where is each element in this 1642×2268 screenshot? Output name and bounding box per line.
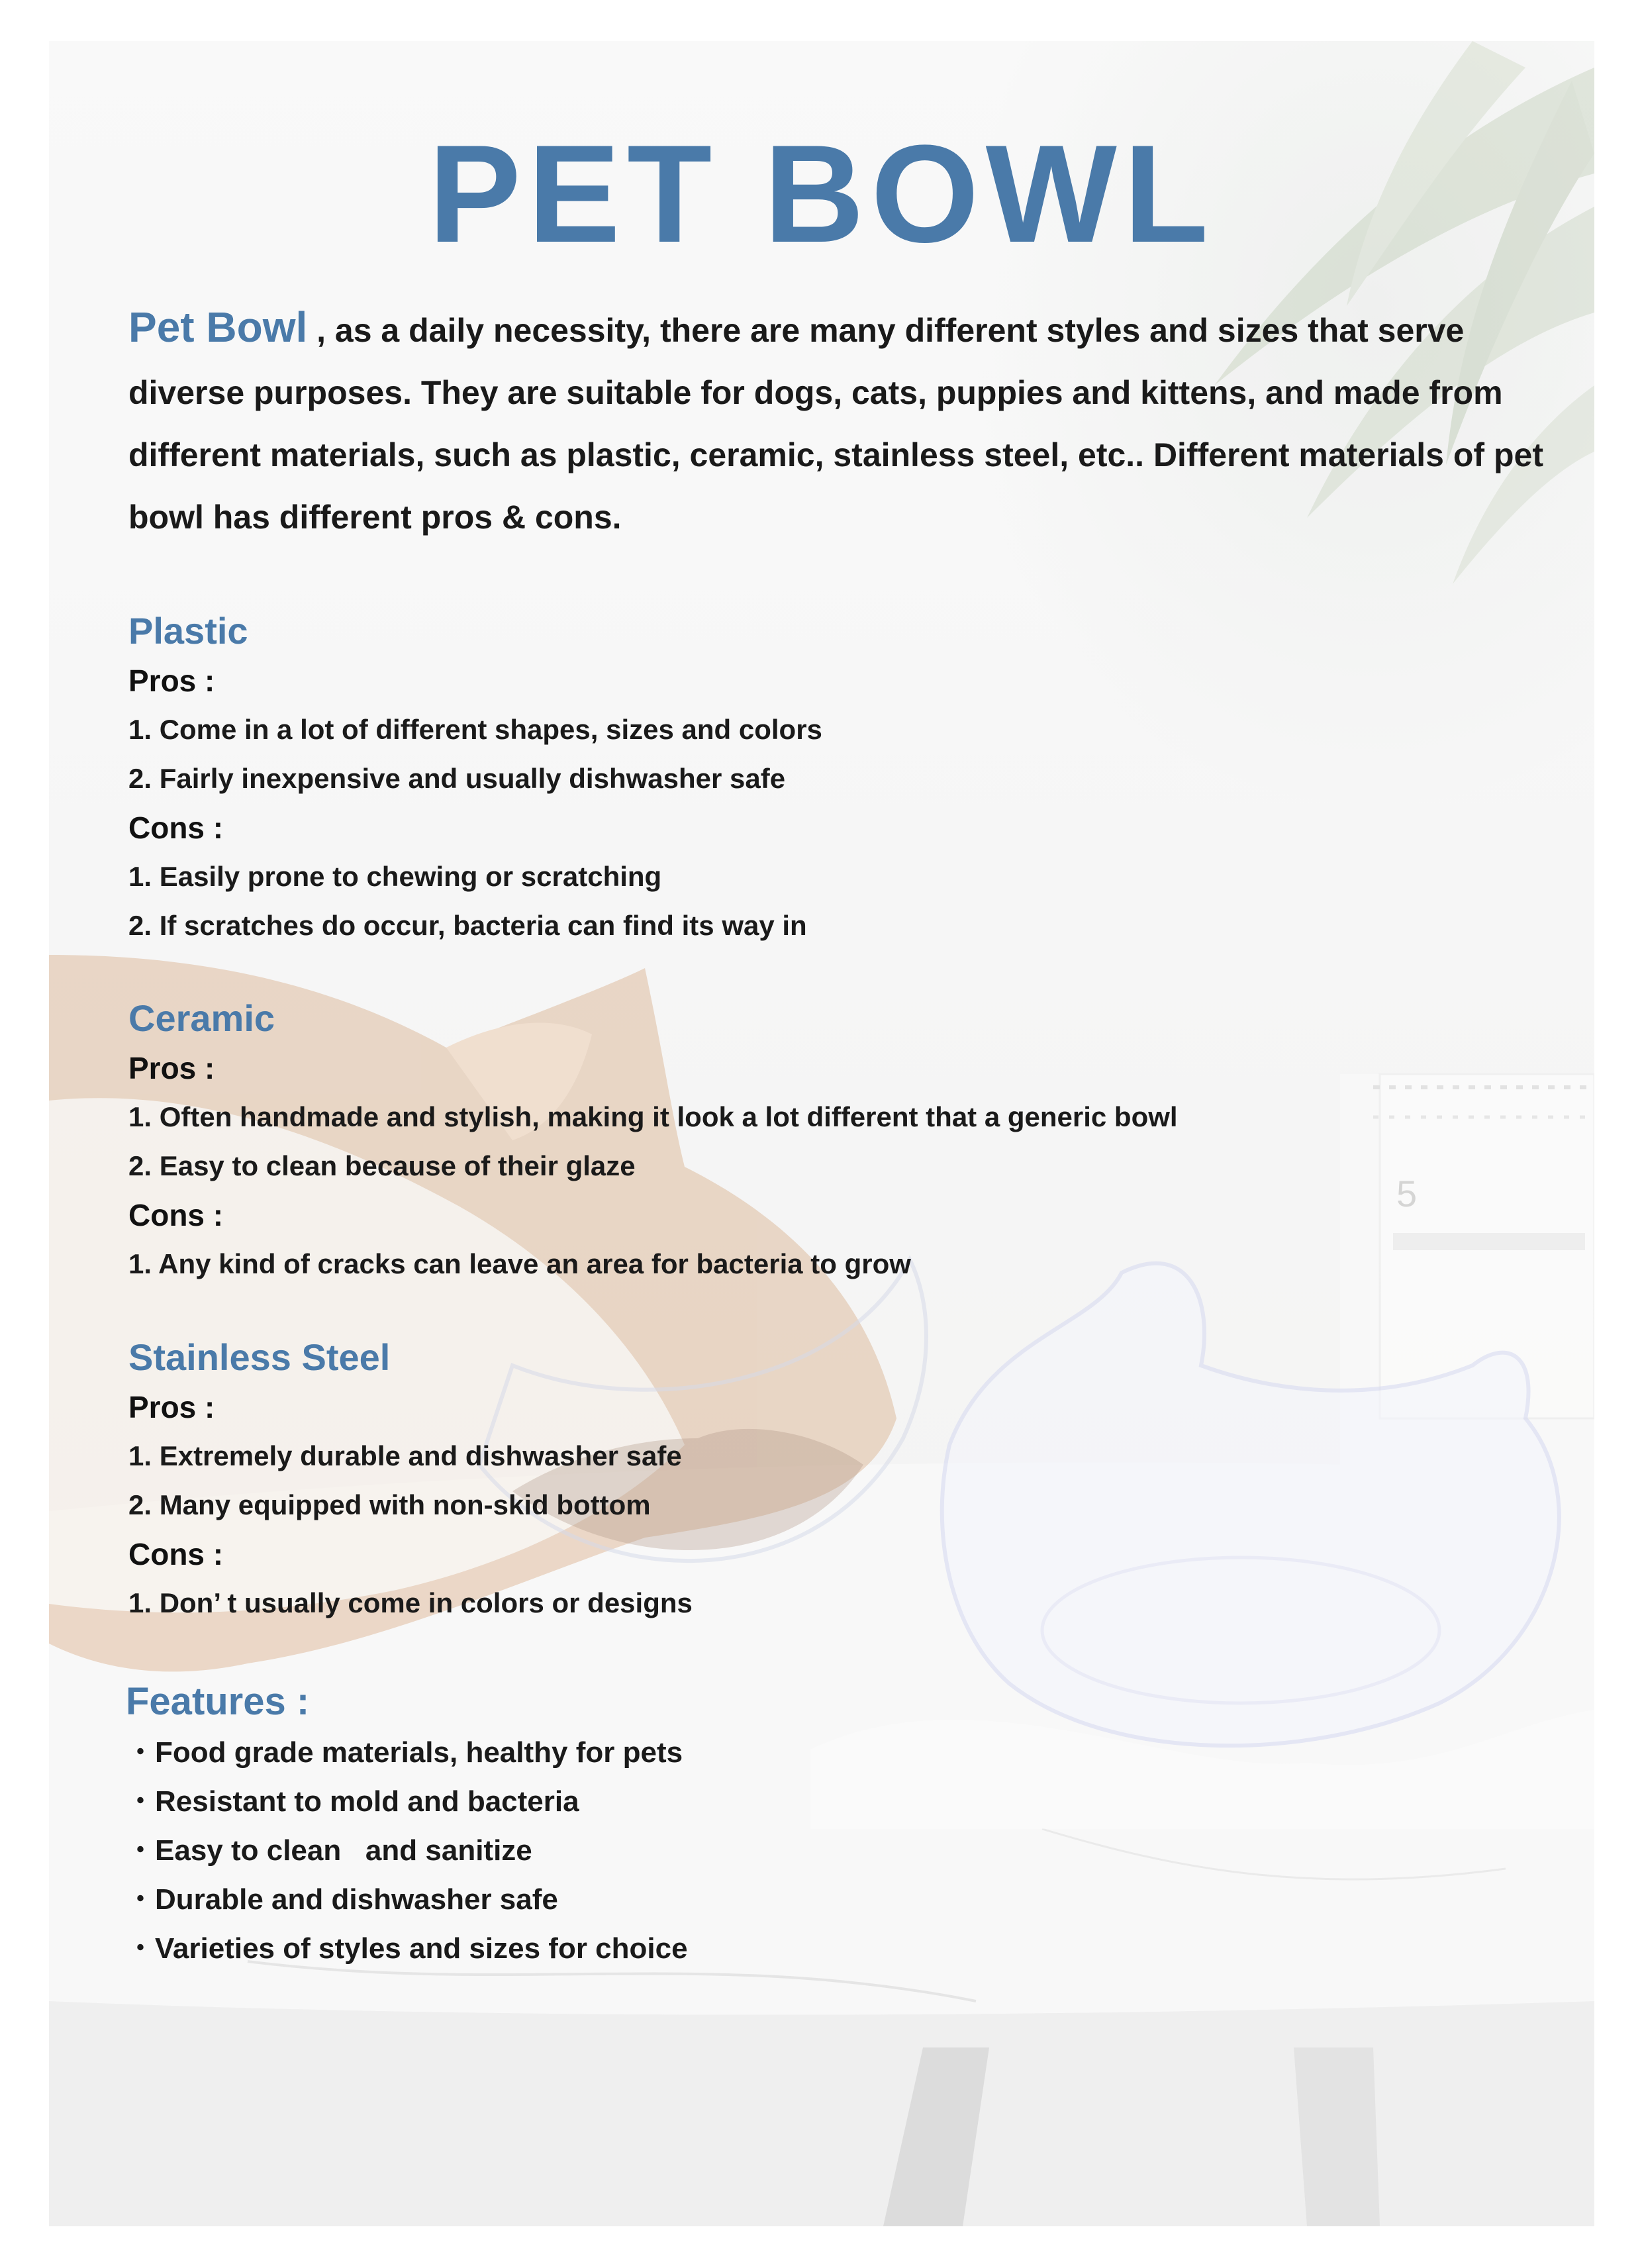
pros-label: Pros : [128, 1390, 215, 1424]
features-title: Features : [126, 1680, 310, 1723]
feature-item: ・Durable and dishwasher safe [126, 1883, 558, 1916]
section-stainless-steel [128, 1332, 1519, 1628]
intro-text: , as a daily necessity, there are many different styles and sizes that serve diverse purposes. They are suitable for dogs, cats, puppies and kittens, and made from different materials, such as plastic, ceramic, stainless steel, etc.. Different materials of pet bowl has different pros & cons. [128, 312, 1543, 536]
pros-item: 2. Fairly inexpensive and usually dishwasher safe [128, 763, 786, 794]
section-ceramic [128, 993, 1519, 1289]
feature-item: ・Varieties of styles and sizes for choice [126, 1932, 688, 1965]
section-plastic [128, 606, 1519, 950]
cons-label: Cons : [128, 811, 224, 845]
poster [49, 41, 1594, 2226]
pros-item: 1. Extremely durable and dishwasher safe [128, 1440, 682, 1471]
feature-item: ・Easy to clean and sanitize [126, 1834, 532, 1867]
section-title: Plastic [128, 610, 248, 652]
section-title: Stainless Steel [128, 1336, 391, 1378]
feature-item: ・Resistant to mold and bacteria [126, 1785, 579, 1818]
cons-item: 2. If scratches do occur, bacteria can find its way in [128, 910, 807, 941]
pros-item: 1. Come in a lot of different shapes, sizes and colors [128, 714, 822, 745]
cons-label: Cons : [128, 1537, 224, 1571]
section-features [126, 1675, 1516, 1973]
intro-lead: Pet Bowl [128, 303, 308, 351]
cons-label: Cons : [128, 1198, 224, 1232]
pros-item: 2. Easy to clean because of their glaze [128, 1150, 636, 1181]
pros-item: 2. Many equipped with non-skid bottom [128, 1489, 651, 1520]
section-title: Ceramic [128, 997, 275, 1039]
cons-item: 1. Any kind of cracks can leave an area for bacteria to grow [128, 1248, 911, 1279]
pros-label: Pros : [128, 664, 215, 698]
page-title: PET BOWL [428, 116, 1216, 271]
pros-item: 1. Often handmade and stylish, making it look a lot different that a generic bowl [128, 1101, 1178, 1132]
feature-item: ・Food grade materials, healthy for pets [126, 1736, 683, 1769]
cons-item: 1. Easily prone to chewing or scratching [128, 861, 662, 892]
pros-label: Pros : [128, 1051, 215, 1085]
calendar-digit: 5 [1396, 1173, 1418, 1214]
intro-paragraph [128, 296, 1552, 548]
cons-item: 1. Don’ t usually come in colors or designs [128, 1587, 693, 1618]
